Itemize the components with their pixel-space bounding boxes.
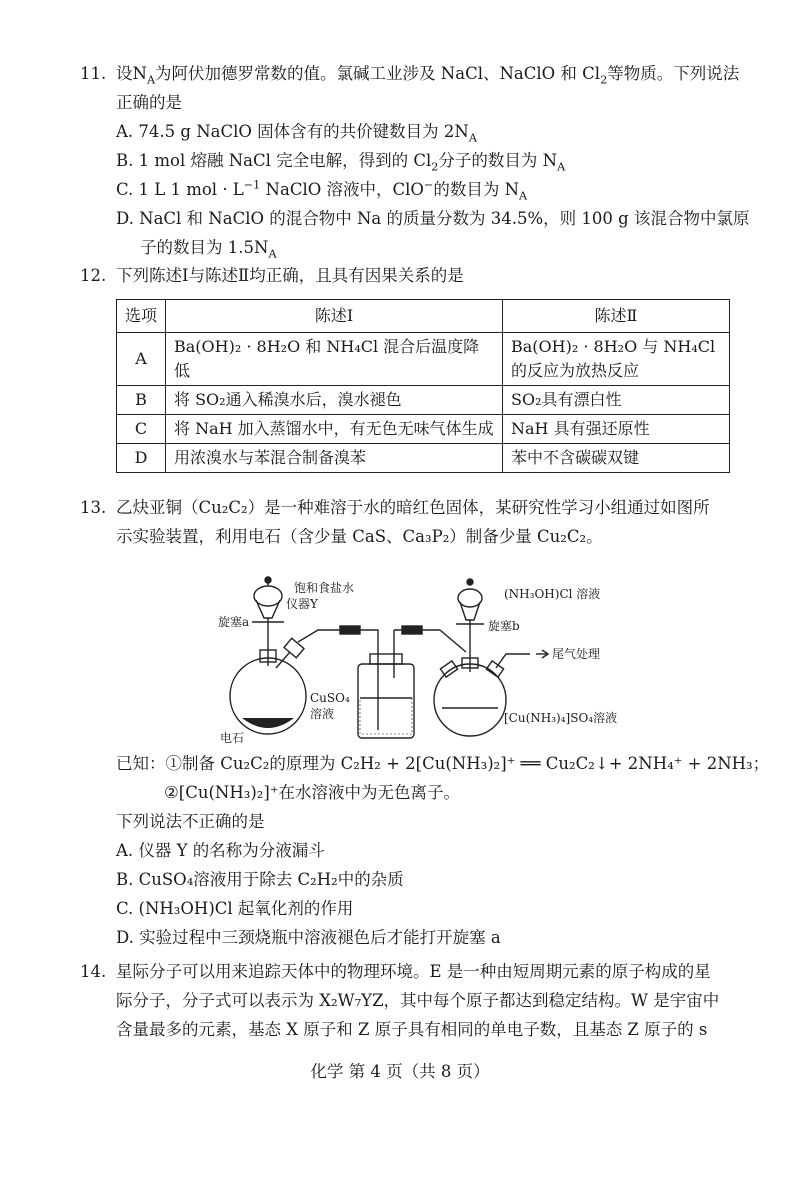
- label-complex-solution: [Cu(NH₃)₄]SO₄溶液: [504, 711, 618, 725]
- table-row: [117, 415, 730, 444]
- option-a: A. 仪器 Y 的名称为分液漏斗: [116, 841, 325, 860]
- question-stem-cont: 含量最多的元素，基态 X 原子和 Z 原子具有相同的单电子数，且基态 Z 原子的 s: [116, 1020, 708, 1039]
- question-ask: 下列说法不正确的是: [116, 812, 265, 831]
- label-valve-b: 旋塞b: [488, 619, 520, 633]
- question-stem: 乙炔亚铜（Cu₂C₂）是一种难溶于水的暗红色固体，某研究性学习小组通过如图所: [116, 498, 710, 517]
- label-instrument-y: 仪器Y: [286, 597, 318, 611]
- option-a: A. 74.5 g NaClO 固体含有的共价键数目为 $2N_A$: [116, 122, 477, 145]
- table-header: 陈述Ⅱ: [503, 300, 730, 333]
- question-12: [80, 264, 730, 473]
- label-tail-gas: 尾气处理: [552, 647, 601, 661]
- statement-table: [116, 299, 730, 473]
- question-stem-cont: 示实验装置，利用电石（含少量 CaS、Ca₃P₂）制备少量 Cu₂C₂。: [116, 527, 603, 546]
- table-header: 陈述Ⅰ: [166, 300, 503, 333]
- option-d: D. NaCl 和 NaClO 的混合物中 Na 的质量分数为 34.5%，则 100 g 该混合物中氯原: [116, 209, 750, 228]
- label-cuso4: CuSO₄: [310, 691, 350, 705]
- question-stem-cont: 际分子，分子式可以表示为 X₂W₇YZ，其中每个原子都达到稳定结构。W 是宇宙中: [116, 991, 720, 1010]
- row-option: B: [117, 386, 166, 415]
- statement-2: Ba(OH)₂ · 8H₂O 与 NH₄Cl 的反应为放热反应: [503, 333, 730, 386]
- label-valve-a: 旋塞a: [218, 615, 250, 629]
- apparatus-diagram: [190, 568, 650, 748]
- row-option: A: [117, 333, 166, 386]
- question-stem: 设$N_A$为阿伏加德罗常数的值。氯碱工业涉及 NaCl、NaClO 和 $Cl_2$等物质。下列说法: [116, 64, 740, 87]
- table-row: [117, 444, 730, 473]
- statement-2: 苯中不含碳碳双键: [503, 444, 730, 473]
- table-row: [117, 386, 730, 415]
- label-carbide: 电石: [220, 731, 245, 745]
- option-b: B. 1 mol 熔融 NaCl 完全电解，得到的 $Cl_2$分子的数目为 $N_A$: [116, 151, 566, 174]
- question-11: [80, 62, 750, 265]
- statement-1: 将 NaH 加入蒸馏水中，有无色无味气体生成: [166, 415, 503, 444]
- option-b: B. CuSO₄溶液用于除去 C₂H₂中的杂质: [116, 870, 404, 889]
- question-14: [80, 960, 730, 1047]
- statement-2: NaH 具有强还原性: [503, 415, 730, 444]
- statement-2: SO₂具有漂白性: [503, 386, 730, 415]
- question-number: 13.: [80, 498, 107, 517]
- option-d: D. 实验过程中三颈烧瓶中溶液褪色后才能打开旋塞 a: [116, 928, 501, 947]
- statement-1: 用浓溴水与苯混合制备溴苯: [166, 444, 503, 473]
- table-header: 选项: [117, 300, 166, 333]
- question-number: 11.: [80, 64, 107, 83]
- option-c: C. (NH₃OH)Cl 起氧化剂的作用: [116, 899, 354, 918]
- statement-1: 将 SO₂通入稀溴水后，溴水褪色: [166, 386, 503, 415]
- table-header-row: [117, 300, 730, 333]
- row-option: D: [117, 444, 166, 473]
- label-nh3oh-solution: (NH₃OH)Cl 溶液: [504, 587, 601, 601]
- statement-1: Ba(OH)₂ · 8H₂O 和 NH₄Cl 混合后温度降低: [166, 333, 503, 386]
- question-stem: 星际分子可以用来追踪天体中的物理环境。E 是一种由短周期元素的原子构成的星: [116, 962, 711, 981]
- question-13-body: [80, 752, 770, 955]
- question-number: 14.: [80, 962, 107, 981]
- option-c: C. 1 L 1 mol · $L^{-1}$ NaClO 溶液中，ClO−的数目为 $N_A$: [116, 178, 528, 203]
- known-2: ②[Cu(NH₃)₂]⁺在水溶液中为无色离子。: [164, 783, 461, 802]
- known-1: 已知：①制备 Cu₂C₂的原理为 C₂H₂ + 2[Cu(NH₃)₂]⁺ ══ Cu₂C₂↓+ 2NH₄⁺ + 2NH₃；: [116, 754, 770, 773]
- question-stem-cont: 正确的是: [116, 93, 182, 112]
- question-13: [80, 496, 730, 554]
- question-number: 12.: [80, 266, 107, 285]
- table-row: [117, 333, 730, 386]
- question-stem: 下列陈述Ⅰ与陈述Ⅱ均正确，且具有因果关系的是: [116, 266, 464, 285]
- label-brine: 饱和食盐水: [294, 581, 355, 595]
- row-option: C: [117, 415, 166, 444]
- page-footer: 化学 第 4 页（共 8 页）: [310, 1062, 490, 1081]
- label-cuso4-solution: 溶液: [310, 707, 335, 721]
- option-d-cont: 子的数目为 $1.5N_A$: [140, 238, 277, 261]
